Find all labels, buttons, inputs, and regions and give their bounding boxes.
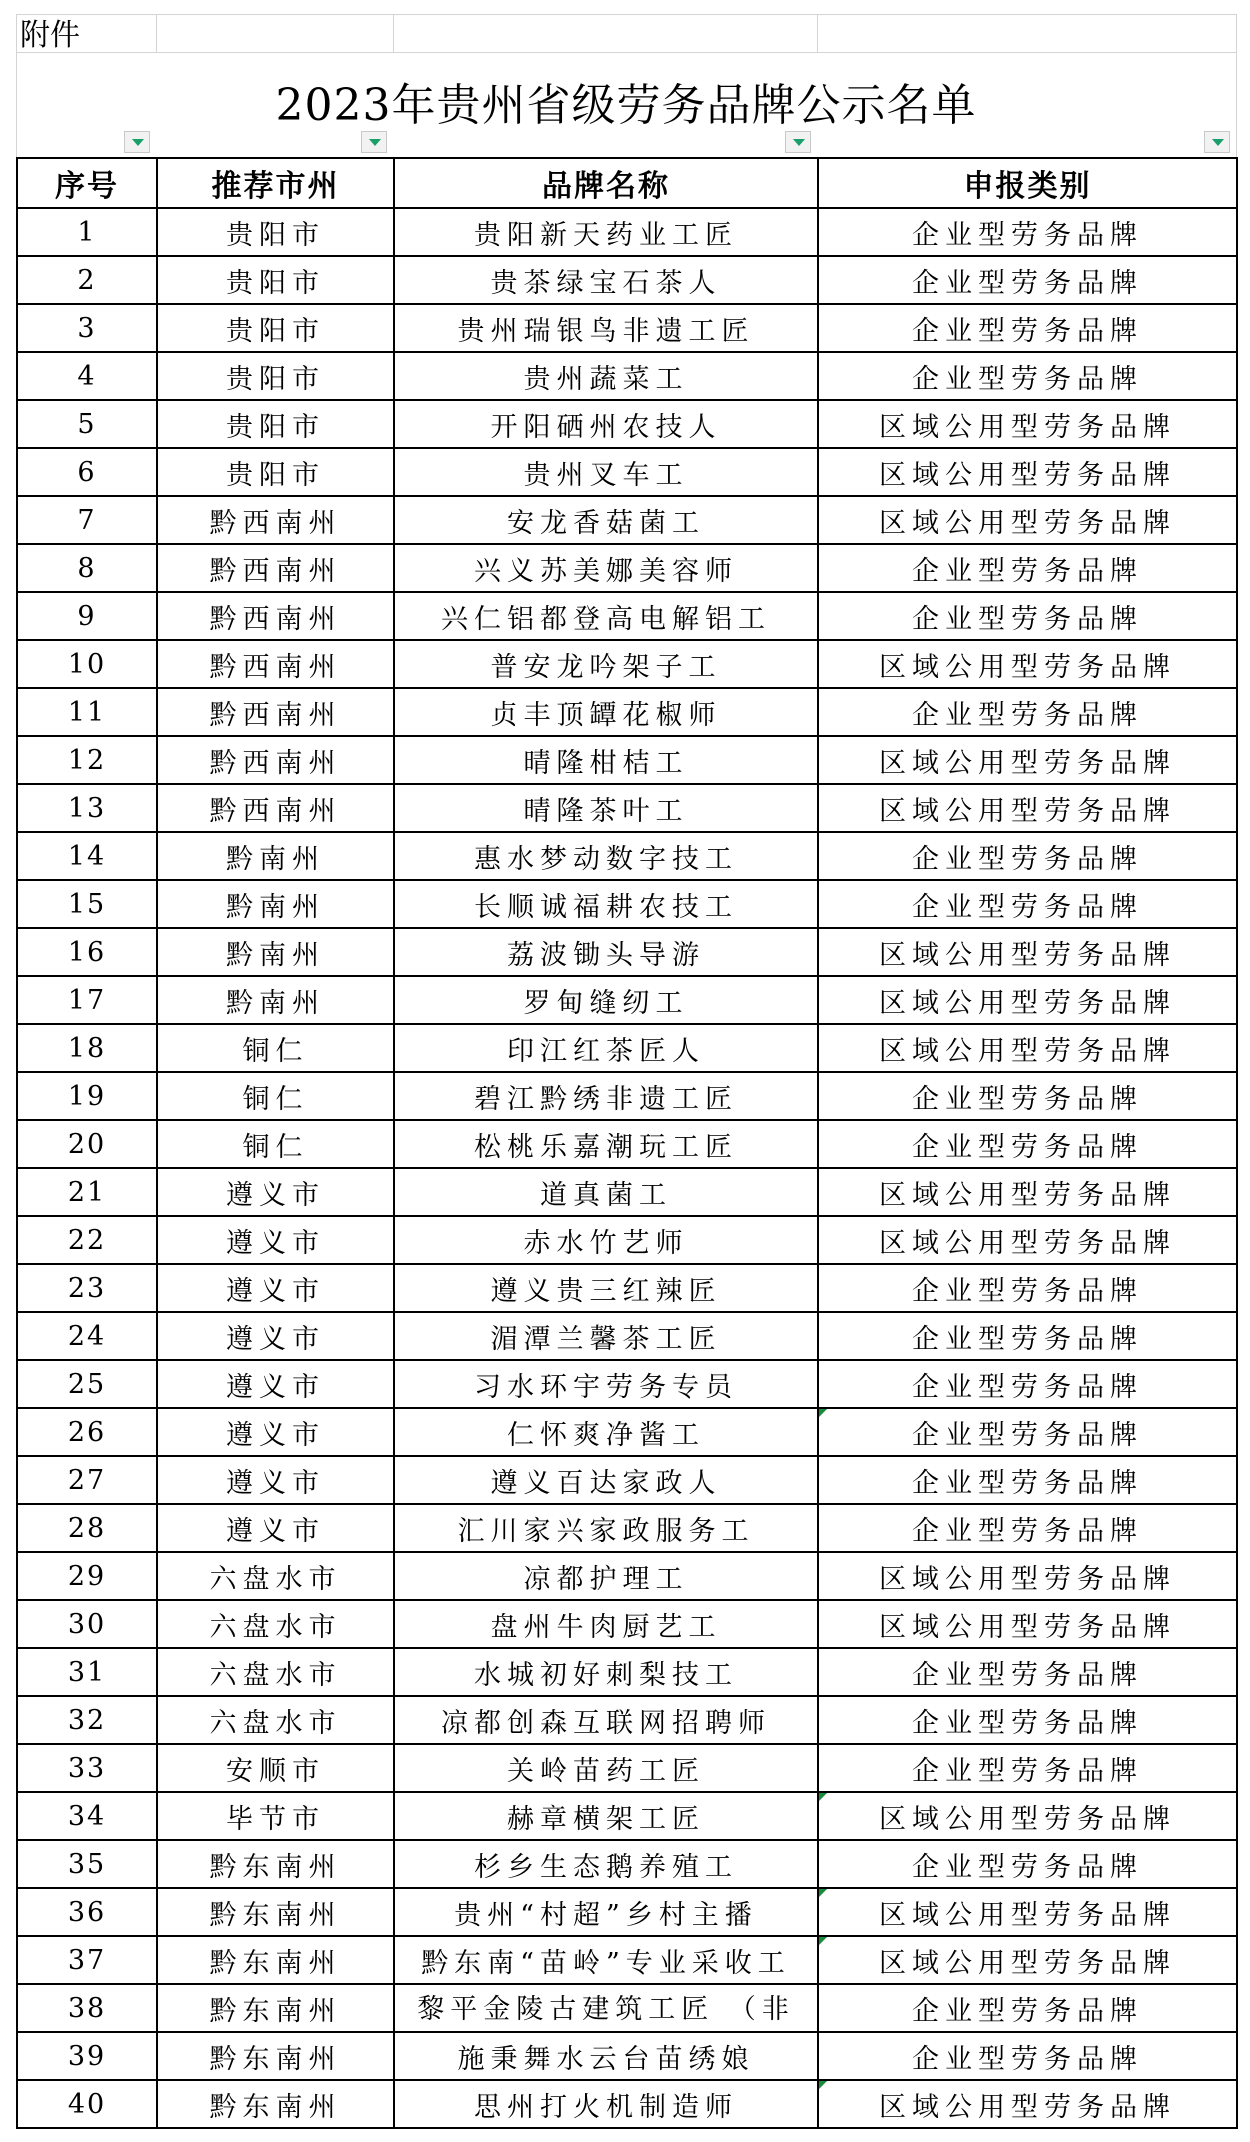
table-row — [17, 640, 1237, 688]
cell-index[interactable]: 11 — [17, 688, 157, 736]
filter-dropdown-button-col2[interactable] — [361, 131, 387, 153]
table-row — [17, 304, 1237, 352]
table-row — [17, 208, 1237, 256]
attachment-label: 附件 — [20, 18, 80, 53]
cell-city[interactable]: 六盘水市 — [157, 1648, 394, 1696]
cell-category[interactable]: 企业型劳务品牌 — [818, 2032, 1237, 2080]
cell-brand-name[interactable]: 水城初好刺梨技工 — [394, 1648, 818, 1696]
cell-brand-name[interactable]: 盘州牛肉厨艺工 — [394, 1600, 818, 1648]
gridline — [393, 14, 394, 52]
cell-category[interactable]: 区域公用型劳务品牌 — [818, 640, 1237, 688]
cell-city[interactable]: 贵阳市 — [157, 448, 394, 496]
cell-brand-name[interactable]: 赫章横架工匠 — [394, 1792, 818, 1840]
table-row — [17, 1744, 1237, 1792]
cell-city[interactable]: 黔西南州 — [157, 640, 394, 688]
table-row — [17, 1792, 1237, 1840]
cell-index[interactable]: 8 — [17, 544, 157, 592]
cell-index[interactable]: 29 — [17, 1552, 157, 1600]
cell-category[interactable]: 企业型劳务品牌 — [818, 1120, 1237, 1168]
cell-category[interactable]: 企业型劳务品牌 — [818, 832, 1237, 880]
table-row — [17, 1840, 1237, 1888]
cell-brand-name[interactable]: 施秉舞水云台苗绣娘 — [394, 2032, 818, 2080]
cell-index[interactable]: 27 — [17, 1456, 157, 1504]
cell-category[interactable]: 区域公用型劳务品牌 — [818, 1936, 1237, 1984]
cell-index[interactable]: 37 — [17, 1936, 157, 1984]
table-row — [17, 1264, 1237, 1312]
cell-category[interactable]: 区域公用型劳务品牌 — [818, 1024, 1237, 1072]
table-row — [17, 1120, 1237, 1168]
cell-brand-name[interactable]: 兴仁铝都登高电解铝工 — [394, 592, 818, 640]
cell-category[interactable]: 区域公用型劳务品牌 — [818, 2080, 1237, 2128]
cell-category[interactable]: 企业型劳务品牌 — [818, 592, 1237, 640]
table-row — [17, 2032, 1237, 2080]
table-row — [17, 928, 1237, 976]
cell-city[interactable]: 六盘水市 — [157, 1600, 394, 1648]
cell-index[interactable]: 17 — [17, 976, 157, 1024]
filter-dropdown-button-col4[interactable] — [1204, 131, 1230, 153]
cell-city[interactable]: 遵义市 — [157, 1216, 394, 1264]
cell-brand-name[interactable]: 汇川家兴家政服务工 — [394, 1504, 818, 1552]
cell-brand-name[interactable]: 习水环宇劳务专员 — [394, 1360, 818, 1408]
cell-brand-name[interactable]: 贵州瑞银鸟非遗工匠 — [394, 304, 818, 352]
cell-category[interactable]: 区域公用型劳务品牌 — [818, 976, 1237, 1024]
cell-city[interactable]: 遵义市 — [157, 1168, 394, 1216]
cell-marker-icon — [819, 1409, 827, 1417]
cell-brand-name[interactable]: 贵阳新天药业工匠 — [394, 208, 818, 256]
table-row — [17, 496, 1237, 544]
cell-category[interactable]: 企业型劳务品牌 — [818, 1648, 1237, 1696]
table-row — [17, 1360, 1237, 1408]
table-row — [17, 736, 1237, 784]
cell-brand-name[interactable]: 道真菌工 — [394, 1168, 818, 1216]
cell-brand-name[interactable]: 晴隆柑桔工 — [394, 736, 818, 784]
cell-city[interactable]: 黔东南州 — [157, 2032, 394, 2080]
cell-category[interactable]: 区域公用型劳务品牌 — [818, 736, 1237, 784]
cell-index[interactable]: 28 — [17, 1504, 157, 1552]
cell-city[interactable]: 铜仁 — [157, 1024, 394, 1072]
cell-category[interactable]: 区域公用型劳务品牌 — [818, 1552, 1237, 1600]
cell-city[interactable]: 铜仁 — [157, 1072, 394, 1120]
cell-brand-name[interactable]: 长顺诚福耕农技工 — [394, 880, 818, 928]
table-row — [17, 1648, 1237, 1696]
cell-city[interactable]: 安顺市 — [157, 1744, 394, 1792]
cell-category[interactable]: 区域公用型劳务品牌 — [818, 1792, 1237, 1840]
table-row — [17, 1504, 1237, 1552]
cell-index[interactable]: 13 — [17, 784, 157, 832]
cell-category[interactable]: 企业型劳务品牌 — [818, 1984, 1237, 2032]
cell-index[interactable]: 33 — [17, 1744, 157, 1792]
cell-marker-icon — [819, 1937, 827, 1945]
cell-index[interactable]: 23 — [17, 1264, 157, 1312]
cell-index[interactable]: 38 — [17, 1984, 157, 2032]
cell-category[interactable]: 区域公用型劳务品牌 — [818, 784, 1237, 832]
cell-index[interactable]: 10 — [17, 640, 157, 688]
cell-index[interactable]: 15 — [17, 880, 157, 928]
cell-brand-name[interactable]: 松桃乐嘉潮玩工匠 — [394, 1120, 818, 1168]
cell-brand-name[interactable]: 遵义百达家政人 — [394, 1456, 818, 1504]
cell-brand-name[interactable]: 普安龙吟架子工 — [394, 640, 818, 688]
gridline — [817, 14, 818, 52]
cell-brand-name[interactable]: 关岭苗药工匠 — [394, 1744, 818, 1792]
cell-brand-name[interactable]: 贵茶绿宝石茶人 — [394, 256, 818, 304]
cell-category[interactable]: 企业型劳务品牌 — [818, 1840, 1237, 1888]
cell-city[interactable]: 黔南州 — [157, 928, 394, 976]
cell-index[interactable]: 18 — [17, 1024, 157, 1072]
cell-index[interactable]: 39 — [17, 2032, 157, 2080]
cell-index[interactable]: 7 — [17, 496, 157, 544]
cell-city[interactable]: 黔东南州 — [157, 1936, 394, 1984]
cell-city[interactable]: 遵义市 — [157, 1360, 394, 1408]
cell-category[interactable]: 企业型劳务品牌 — [818, 352, 1237, 400]
cell-brand-name[interactable]: 印江红茶匠人 — [394, 1024, 818, 1072]
cell-index[interactable]: 14 — [17, 832, 157, 880]
cell-brand-name[interactable]: 贵州叉车工 — [394, 448, 818, 496]
table-row — [17, 1552, 1237, 1600]
cell-brand-name[interactable] — [394, 1984, 818, 2032]
cell-index[interactable]: 3 — [17, 304, 157, 352]
filter-dropdown-button-col3[interactable] — [785, 131, 811, 153]
cell-city[interactable]: 贵阳市 — [157, 400, 394, 448]
cell-index[interactable]: 9 — [17, 592, 157, 640]
cell-brand-name[interactable]: 碧江黔绣非遗工匠 — [394, 1072, 818, 1120]
cell-brand-name[interactable]: 杉乡生态鹅养殖工 — [394, 1840, 818, 1888]
cell-category[interactable]: 企业型劳务品牌 — [818, 1264, 1237, 1312]
cell-index[interactable]: 16 — [17, 928, 157, 976]
cell-category[interactable]: 企业型劳务品牌 — [818, 1072, 1237, 1120]
cell-category[interactable]: 企业型劳务品牌 — [818, 1312, 1237, 1360]
cell-city[interactable]: 黔西南州 — [157, 592, 394, 640]
cell-brand-name[interactable]: 仁怀爽净酱工 — [394, 1408, 818, 1456]
table-row — [17, 448, 1237, 496]
header-category[interactable]: 申报类别 — [818, 158, 1237, 208]
cell-index[interactable]: 2 — [17, 256, 157, 304]
cell-city[interactable]: 贵阳市 — [157, 208, 394, 256]
cell-category[interactable]: 企业型劳务品牌 — [818, 1456, 1237, 1504]
cell-brand-name[interactable]: 兴义苏美娜美容师 — [394, 544, 818, 592]
cell-category[interactable]: 区域公用型劳务品牌 — [818, 496, 1237, 544]
cell-category[interactable]: 区域公用型劳务品牌 — [818, 1888, 1237, 1936]
cell-index[interactable]: 32 — [17, 1696, 157, 1744]
gridline — [16, 52, 1236, 53]
cell-brand-name[interactable]: 赤水竹艺师 — [394, 1216, 818, 1264]
table-row — [17, 1600, 1237, 1648]
cell-brand-name[interactable]: 贞丰顶罈花椒师 — [394, 688, 818, 736]
cell-city[interactable]: 遵义市 — [157, 1312, 394, 1360]
cell-index[interactable]: 40 — [17, 2080, 157, 2128]
header-city[interactable]: 推荐市州 — [157, 158, 394, 208]
cell-category[interactable]: 企业型劳务品牌 — [818, 1744, 1237, 1792]
cell-city[interactable]: 黔东南州 — [157, 2080, 394, 2128]
table-row — [17, 544, 1237, 592]
cell-index[interactable]: 31 — [17, 1648, 157, 1696]
cell-category[interactable]: 企业型劳务品牌 — [818, 1360, 1237, 1408]
table-row — [17, 592, 1237, 640]
cell-city[interactable]: 遵义市 — [157, 1504, 394, 1552]
table-row — [17, 976, 1237, 1024]
header-index[interactable]: 序号 — [17, 158, 157, 208]
table-row — [17, 256, 1237, 304]
cell-brand-name[interactable]: 凉都创森互联网招聘师 — [394, 1696, 818, 1744]
cell-city[interactable]: 黔南州 — [157, 880, 394, 928]
table-row — [17, 1312, 1237, 1360]
cell-category[interactable]: 企业型劳务品牌 — [818, 688, 1237, 736]
cell-category[interactable]: 区域公用型劳务品牌 — [818, 448, 1237, 496]
table-row — [17, 1168, 1237, 1216]
cell-index[interactable]: 1 — [17, 208, 157, 256]
cell-category[interactable]: 企业型劳务品牌 — [818, 544, 1237, 592]
table-row — [17, 1024, 1237, 1072]
cell-category[interactable]: 企业型劳务品牌 — [818, 256, 1237, 304]
cell-index[interactable]: 12 — [17, 736, 157, 784]
table-row — [17, 880, 1237, 928]
cell-brand-name[interactable]: 罗甸缝纫工 — [394, 976, 818, 1024]
cell-index[interactable]: 4 — [17, 352, 157, 400]
cell-index[interactable]: 34 — [17, 1792, 157, 1840]
cell-city[interactable]: 黔南州 — [157, 832, 394, 880]
cell-brand-name[interactable]: 惠水梦动数字技工 — [394, 832, 818, 880]
filter-dropdown-button-col1[interactable] — [124, 131, 150, 153]
cell-index[interactable]: 6 — [17, 448, 157, 496]
table-row — [17, 1408, 1237, 1456]
cell-brand-name[interactable]: 晴隆茶叶工 — [394, 784, 818, 832]
table-row — [17, 1984, 1237, 2032]
cell-text: 黎平金陵古建筑工匠 （非 — [417, 1994, 795, 2025]
cell-category[interactable]: 企业型劳务品牌 — [818, 1696, 1237, 1744]
cell-brand-name[interactable]: 开阳硒州农技人 — [394, 400, 818, 448]
cell-index[interactable]: 36 — [17, 1888, 157, 1936]
cell-category[interactable]: 区域公用型劳务品牌 — [818, 1600, 1237, 1648]
cell-index[interactable]: 30 — [17, 1600, 157, 1648]
cell-city[interactable]: 黔西南州 — [157, 736, 394, 784]
page-title: 2023年贵州省级劳务品牌公示名单 — [275, 80, 977, 131]
gridline — [16, 14, 1236, 15]
cell-category[interactable]: 区域公用型劳务品牌 — [818, 1168, 1237, 1216]
table-row — [17, 2080, 1237, 2128]
cell-category[interactable]: 区域公用型劳务品牌 — [818, 928, 1237, 976]
cell-city[interactable]: 黔东南州 — [157, 1984, 394, 2032]
brand-list-table — [16, 157, 1238, 2129]
cell-index[interactable]: 24 — [17, 1312, 157, 1360]
cell-city[interactable]: 贵阳市 — [157, 256, 394, 304]
table-row — [17, 1888, 1237, 1936]
table-row — [17, 400, 1237, 448]
cell-city[interactable]: 铜仁 — [157, 1120, 394, 1168]
cell-brand-name[interactable]: 贵州蔬菜工 — [394, 352, 818, 400]
cell-index[interactable]: 21 — [17, 1168, 157, 1216]
gridline — [156, 14, 157, 52]
cell-index[interactable]: 25 — [17, 1360, 157, 1408]
table-row — [17, 1216, 1237, 1264]
cell-city[interactable]: 黔南州 — [157, 976, 394, 1024]
table-row — [17, 688, 1237, 736]
cell-city[interactable]: 黔西南州 — [157, 496, 394, 544]
cell-city[interactable]: 黔东南州 — [157, 1888, 394, 1936]
cell-city[interactable]: 六盘水市 — [157, 1552, 394, 1600]
table-row — [17, 1072, 1237, 1120]
cell-city[interactable]: 遵义市 — [157, 1456, 394, 1504]
cell-city[interactable]: 黔西南州 — [157, 688, 394, 736]
cell-category[interactable]: 区域公用型劳务品牌 — [818, 1216, 1237, 1264]
cell-city[interactable]: 黔西南州 — [157, 784, 394, 832]
table-row — [17, 1696, 1237, 1744]
table-row — [17, 352, 1237, 400]
cell-category[interactable]: 企业型劳务品牌 — [818, 304, 1237, 352]
cell-city[interactable]: 六盘水市 — [157, 1696, 394, 1744]
cell-brand-name[interactable]: 贵州“村超”乡村主播 — [394, 1888, 818, 1936]
cell-brand-name[interactable]: 荔波锄头导游 — [394, 928, 818, 976]
cell-city[interactable]: 贵阳市 — [157, 352, 394, 400]
cell-category[interactable]: 企业型劳务品牌 — [818, 1408, 1237, 1456]
cell-index[interactable]: 20 — [17, 1120, 157, 1168]
cell-brand-name[interactable]: 凉都护理工 — [394, 1552, 818, 1600]
table-row — [17, 784, 1237, 832]
gridline — [1236, 14, 1237, 157]
cell-city[interactable]: 毕节市 — [157, 1792, 394, 1840]
table-row — [17, 1936, 1237, 1984]
table-row — [17, 832, 1237, 880]
cell-category[interactable]: 企业型劳务品牌 — [818, 880, 1237, 928]
cell-category[interactable]: 企业型劳务品牌 — [818, 208, 1237, 256]
cell-brand-name[interactable]: 思州打火机制造师 — [394, 2080, 818, 2128]
cell-city[interactable]: 遵义市 — [157, 1408, 394, 1456]
cell-city[interactable]: 黔西南州 — [157, 544, 394, 592]
cell-index[interactable]: 19 — [17, 1072, 157, 1120]
cell-index[interactable]: 35 — [17, 1840, 157, 1888]
cell-marker-icon — [819, 1793, 827, 1801]
cell-city[interactable]: 遵义市 — [157, 1264, 394, 1312]
header-brand-name[interactable]: 品牌名称 — [394, 158, 818, 208]
cell-city[interactable]: 黔东南州 — [157, 1840, 394, 1888]
cell-marker-icon — [819, 1889, 827, 1897]
cell-index[interactable]: 5 — [17, 400, 157, 448]
cell-index[interactable]: 26 — [17, 1408, 157, 1456]
cell-category[interactable]: 企业型劳务品牌 — [818, 1504, 1237, 1552]
cell-brand-name[interactable]: 遵义贵三红辣匠 — [394, 1264, 818, 1312]
cell-index[interactable]: 22 — [17, 1216, 157, 1264]
cell-brand-name[interactable]: 安龙香菇菌工 — [394, 496, 818, 544]
table-row — [17, 1456, 1237, 1504]
cell-brand-name[interactable]: 黔东南“苗岭”专业采收工 — [394, 1936, 818, 1984]
cell-category[interactable]: 区域公用型劳务品牌 — [818, 400, 1237, 448]
table-header-row — [17, 158, 1237, 208]
cell-city[interactable]: 贵阳市 — [157, 304, 394, 352]
cell-marker-icon — [819, 2081, 827, 2089]
cell-brand-name[interactable]: 湄潭兰馨茶工匠 — [394, 1312, 818, 1360]
